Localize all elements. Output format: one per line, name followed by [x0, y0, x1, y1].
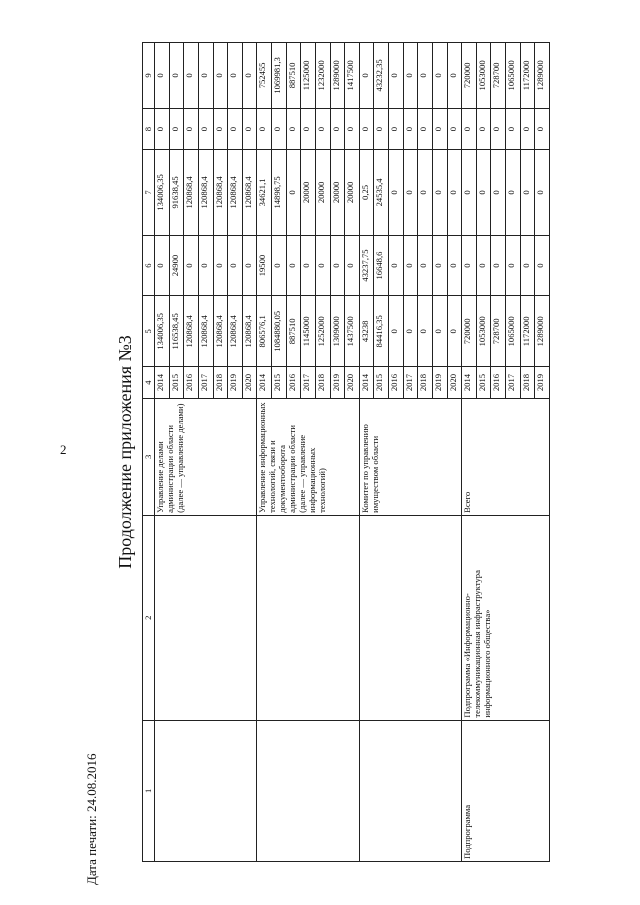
year-cell: 2019	[535, 367, 550, 399]
value-cell: 720000	[462, 296, 477, 367]
group-col1-cell: Подпрограмма	[462, 720, 550, 861]
group-col1-cell	[359, 720, 461, 861]
value-cell: 1289000	[535, 43, 550, 109]
value-cell: 1232000	[315, 43, 330, 109]
value-cell: 0	[272, 108, 287, 149]
value-cell: 120868,4	[242, 150, 257, 235]
year-cell: 2020	[447, 367, 462, 399]
value-cell: 0	[184, 235, 199, 296]
value-cell: 0	[520, 150, 535, 235]
value-cell: 0	[359, 43, 374, 109]
header-cell: 7	[143, 150, 155, 235]
value-cell: 1172000	[520, 43, 535, 109]
value-cell: 0	[535, 108, 550, 149]
value-cell: 14898,75	[272, 150, 287, 235]
value-cell: 0	[389, 296, 404, 367]
value-cell: 24900	[169, 235, 184, 296]
value-cell: 0	[213, 235, 228, 296]
value-cell: 0	[345, 108, 360, 149]
table-row	[155, 43, 170, 862]
year-cell: 2018	[315, 367, 330, 399]
value-cell: 887510	[286, 43, 301, 109]
header-cell: 1	[143, 720, 155, 861]
value-cell: 120868,4	[184, 150, 199, 235]
value-cell: 1289000	[330, 43, 345, 109]
group-col3-cell: Всего	[462, 398, 550, 515]
value-cell: 728700	[491, 43, 506, 109]
year-cell: 2020	[345, 367, 360, 399]
value-cell: 806576,1	[257, 296, 272, 367]
value-cell: 120868,4	[198, 296, 213, 367]
group-col3-cell: Управление информационных технологий, связи и документооборота администрации области (далее — управление информационных технологий)	[257, 398, 359, 515]
value-cell: 0	[242, 108, 257, 149]
appendix-table-rotated	[142, 42, 550, 862]
value-cell: 1053000	[476, 296, 491, 367]
value-cell: 20000	[345, 150, 360, 235]
year-cell: 2017	[506, 367, 521, 399]
value-cell: 0	[301, 108, 316, 149]
value-cell: 0	[447, 108, 462, 149]
year-cell: 2019	[330, 367, 345, 399]
header-cell: 4	[143, 367, 155, 399]
value-cell: 0	[403, 235, 418, 296]
value-cell: 0	[272, 235, 287, 296]
value-cell: 0	[432, 108, 447, 149]
value-cell: 0	[462, 150, 477, 235]
page-heading: Продолжение приложения №3	[115, 335, 135, 569]
value-cell: 120868,4	[228, 296, 243, 367]
value-cell: 0	[476, 150, 491, 235]
value-cell: 134006,35	[155, 296, 170, 367]
header-cell: 5	[143, 296, 155, 367]
value-cell: 0	[506, 235, 521, 296]
value-cell: 84416,35	[374, 296, 389, 367]
year-cell: 2014	[155, 367, 170, 399]
value-cell: 752455	[257, 43, 272, 109]
value-cell: 1069981,3	[272, 43, 287, 109]
header-cell: 6	[143, 235, 155, 296]
value-cell: 134006,35	[155, 150, 170, 235]
value-cell: 120868,4	[213, 296, 228, 367]
value-cell: 0	[345, 235, 360, 296]
value-cell: 0	[476, 108, 491, 149]
value-cell: 0	[432, 235, 447, 296]
value-cell: 1125000	[301, 43, 316, 109]
value-cell: 34621,1	[257, 150, 272, 235]
value-cell: 728700	[491, 296, 506, 367]
value-cell: 0	[155, 43, 170, 109]
value-cell: 0	[389, 150, 404, 235]
value-cell: 0	[169, 43, 184, 109]
value-cell: 1053000	[476, 43, 491, 109]
value-cell: 0	[403, 150, 418, 235]
group-col2-cell	[359, 515, 461, 720]
value-cell: 0,25	[359, 150, 374, 235]
value-cell: 0	[286, 235, 301, 296]
value-cell: 0	[228, 235, 243, 296]
year-cell: 2016	[389, 367, 404, 399]
value-cell: 0	[359, 108, 374, 149]
value-cell: 43232,35	[374, 43, 389, 109]
year-cell: 2017	[403, 367, 418, 399]
value-cell: 1417500	[345, 43, 360, 109]
value-cell: 0	[184, 108, 199, 149]
year-cell: 2016	[184, 367, 199, 399]
year-cell: 2018	[418, 367, 433, 399]
year-cell: 2015	[476, 367, 491, 399]
value-cell: 0	[520, 108, 535, 149]
table-body	[155, 43, 550, 862]
value-cell: 0	[228, 43, 243, 109]
value-cell: 116538,45	[169, 296, 184, 367]
value-cell: 24535,4	[374, 150, 389, 235]
value-cell: 0	[155, 235, 170, 296]
value-cell: 0	[184, 43, 199, 109]
value-cell: 0	[198, 108, 213, 149]
value-cell: 0	[432, 150, 447, 235]
page-number: 2	[60, 442, 67, 457]
value-cell: 0	[257, 108, 272, 149]
year-cell: 2019	[228, 367, 243, 399]
value-cell: 0	[418, 43, 433, 109]
value-cell: 0	[389, 43, 404, 109]
group-col3-cell: Комитет по управлению имуществом области	[359, 398, 461, 515]
value-cell: 0	[491, 108, 506, 149]
table-row	[462, 43, 477, 862]
value-cell: 20000	[330, 150, 345, 235]
value-cell: 0	[462, 108, 477, 149]
value-cell: 1065000	[506, 43, 521, 109]
value-cell: 0	[389, 108, 404, 149]
value-cell: 16648,6	[374, 235, 389, 296]
value-cell: 0	[432, 296, 447, 367]
group-col1-cell	[155, 720, 257, 861]
value-cell: 0	[418, 235, 433, 296]
group-col2-cell: Подпрограмма «Информационно-телекоммуникационная инфраструктура информационного общества»	[462, 515, 550, 720]
value-cell: 0	[330, 108, 345, 149]
value-cell: 0	[418, 296, 433, 367]
value-cell: 1084880,05	[272, 296, 287, 367]
value-cell: 0	[403, 296, 418, 367]
value-cell: 720000	[462, 43, 477, 109]
header-cell: 9	[143, 43, 155, 109]
value-cell: 0	[169, 108, 184, 149]
value-cell: 0	[432, 43, 447, 109]
value-cell: 0	[286, 108, 301, 149]
header-cell: 2	[143, 515, 155, 720]
group-col2-cell	[155, 515, 257, 720]
appendix-table-container	[142, 42, 550, 862]
group-col1-cell	[257, 720, 359, 861]
value-cell: 1289000	[535, 296, 550, 367]
header-cell: 8	[143, 108, 155, 149]
year-cell: 2014	[462, 367, 477, 399]
value-cell: 0	[447, 43, 462, 109]
value-cell: 91638,45	[169, 150, 184, 235]
value-cell: 0	[491, 150, 506, 235]
value-cell: 0	[403, 108, 418, 149]
year-cell: 2020	[242, 367, 257, 399]
value-cell: 0	[447, 235, 462, 296]
value-cell: 0	[242, 43, 257, 109]
value-cell: 0	[476, 235, 491, 296]
year-cell: 2015	[374, 367, 389, 399]
print-date: Дата печати: 24.08.2016	[84, 753, 99, 885]
value-cell: 0	[374, 108, 389, 149]
value-cell: 0	[213, 43, 228, 109]
value-cell: 120868,4	[228, 150, 243, 235]
value-cell: 120868,4	[198, 150, 213, 235]
value-cell: 0	[315, 235, 330, 296]
value-cell: 0	[447, 296, 462, 367]
year-cell: 2014	[359, 367, 374, 399]
value-cell: 887510	[286, 296, 301, 367]
year-cell: 2019	[432, 367, 447, 399]
year-cell: 2017	[301, 367, 316, 399]
table-row	[359, 43, 374, 862]
year-cell: 2015	[169, 367, 184, 399]
value-cell: 0	[315, 108, 330, 149]
value-cell: 120868,4	[242, 296, 257, 367]
value-cell: 43237,75	[359, 235, 374, 296]
value-cell: 0	[403, 43, 418, 109]
value-cell: 0	[447, 150, 462, 235]
value-cell: 0	[301, 235, 316, 296]
year-cell: 2018	[213, 367, 228, 399]
value-cell: 0	[213, 108, 228, 149]
table-row	[257, 43, 272, 862]
value-cell: 0	[491, 235, 506, 296]
year-cell: 2015	[272, 367, 287, 399]
value-cell: 1065000	[506, 296, 521, 367]
value-cell: 1145000	[301, 296, 316, 367]
value-cell: 0	[462, 235, 477, 296]
value-cell: 20000	[315, 150, 330, 235]
value-cell: 0	[506, 108, 521, 149]
value-cell: 0	[418, 150, 433, 235]
group-col3-cell: Управление делами администрации области (далее — управление делами)	[155, 398, 257, 515]
group-col2-cell	[257, 515, 359, 720]
value-cell: 1252000	[315, 296, 330, 367]
year-cell: 2018	[520, 367, 535, 399]
value-cell: 0	[242, 235, 257, 296]
appendix-table	[142, 42, 550, 862]
value-cell: 0	[198, 43, 213, 109]
value-cell: 19500	[257, 235, 272, 296]
header-cell: 3	[143, 398, 155, 515]
value-cell: 1309000	[330, 296, 345, 367]
year-cell: 2016	[286, 367, 301, 399]
value-cell: 0	[535, 235, 550, 296]
value-cell: 20000	[301, 150, 316, 235]
value-cell: 0	[155, 108, 170, 149]
value-cell: 120868,4	[184, 296, 199, 367]
value-cell: 0	[506, 150, 521, 235]
value-cell: 0	[198, 235, 213, 296]
value-cell: 0	[535, 150, 550, 235]
year-cell: 2014	[257, 367, 272, 399]
value-cell: 1172000	[520, 296, 535, 367]
value-cell: 0	[286, 150, 301, 235]
table-header-row	[143, 43, 155, 862]
value-cell: 1437500	[345, 296, 360, 367]
value-cell: 0	[228, 108, 243, 149]
value-cell: 0	[418, 108, 433, 149]
year-cell: 2017	[198, 367, 213, 399]
value-cell: 0	[389, 235, 404, 296]
value-cell: 0	[330, 235, 345, 296]
value-cell: 120868,4	[213, 150, 228, 235]
value-cell: 0	[520, 235, 535, 296]
value-cell: 43238	[359, 296, 374, 367]
year-cell: 2016	[491, 367, 506, 399]
